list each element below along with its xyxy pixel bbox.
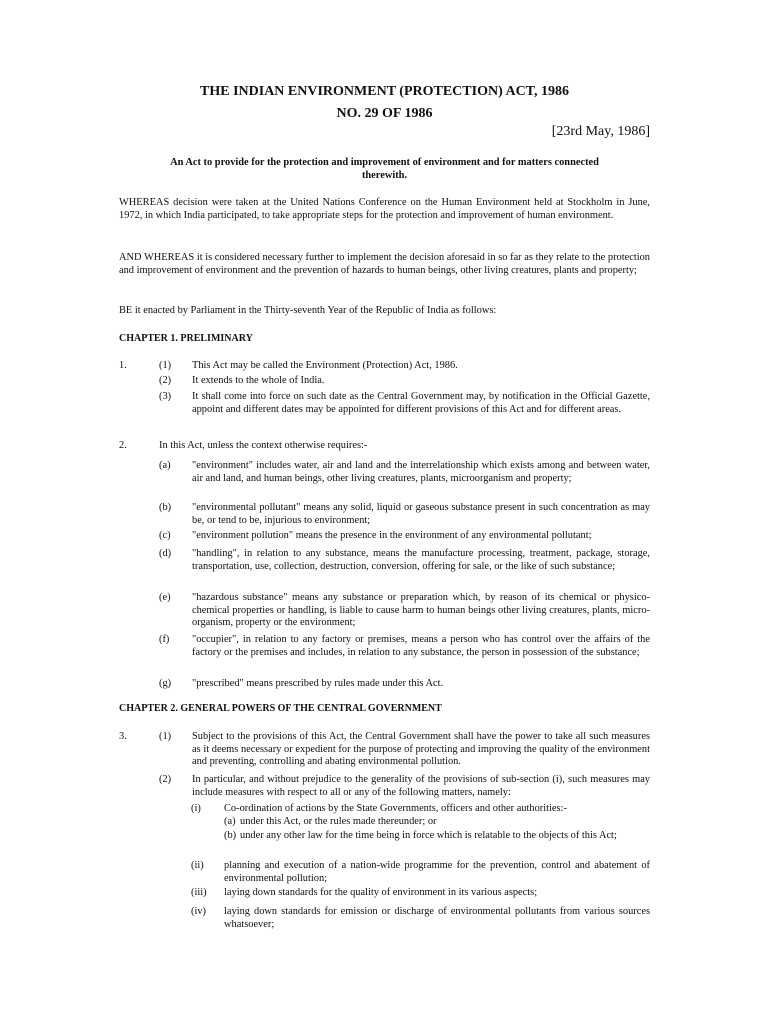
sub-clause-text: under any other law for the time being in force which is relatable to the objects of this Act; bbox=[240, 830, 617, 841]
definition-label: (a) bbox=[159, 460, 171, 471]
definition-text: "environment" includes water, air and land and the interrelationship which exists among and between water, air and land, and human beings, other living creatures, plants, microorganism and property; bbox=[192, 460, 650, 484]
section-intro-text: In this Act, unless the context otherwise requires:- bbox=[159, 440, 368, 451]
clause-label: (iv) bbox=[191, 906, 207, 917]
definition-text: "hazardous substance" means any substance or preparation which, by reason of its chemical or physico-chemical properties or handling, is liable to cause harm to human beings other living creatures, plants, micro-organism, property or the environment; bbox=[192, 592, 650, 629]
definition-text: "occupier", in relation to any factory or premises, means a person who has control over the affairs of the factory or the premises and includes, in relation to any substance, the person in possession of the substance; bbox=[192, 634, 650, 658]
definition-label: (e) bbox=[159, 592, 171, 603]
definition-text: "environment pollution" means the presence in the environment of any environmental pollutant; bbox=[192, 530, 592, 541]
subsection-label: (2) bbox=[159, 774, 172, 785]
section-number: 3. bbox=[119, 731, 127, 742]
clause-text: laying down standards for the quality of environment in its various aspects; bbox=[224, 887, 538, 898]
subsection-text: It shall come into force on such date as the Central Government may, by notification in the Official Gazette, appoint and different dates may be appointed for different provisions of this Act and for different areas. bbox=[192, 391, 650, 415]
whereas-paragraph-1: WHEREAS decision were taken at the United Nations Conference on the Human Environment held at Stockholm in June, 1972, in which India participated, to take appropriate steps for the protection and improvement of human environment. bbox=[119, 197, 650, 221]
section-number: 2. bbox=[119, 440, 127, 451]
definition-label: (c) bbox=[159, 530, 171, 541]
definition-label: (d) bbox=[159, 548, 172, 559]
subsection-text: In particular, and without prejudice to the generality of the provisions of sub-section (i), such measures may include measures with respect to all or any of the following matters, namely: bbox=[192, 774, 650, 798]
section-number: 1. bbox=[119, 360, 127, 371]
long-title: An Act to provide for the protection and improvement of environment and for matters connected therewith. bbox=[170, 157, 599, 181]
subsection-label: (1) bbox=[159, 731, 172, 742]
subsection-label: (1) bbox=[159, 360, 172, 371]
definition-label: (f) bbox=[159, 634, 170, 645]
subsection-text: This Act may be called the Environment (Protection) Act, 1986. bbox=[192, 360, 458, 371]
definition-text: "environmental pollutant" means any solid, liquid or gaseous substance present in such concentration as may be, or tend to be, injurious to environment; bbox=[192, 502, 650, 526]
act-date: [23rd May, 1986] bbox=[551, 124, 650, 139]
definition-label: (b) bbox=[159, 502, 172, 513]
subsection-text: Subject to the provisions of this Act, the Central Government shall have the power to take all such measures as it deems necessary or expedient for the purpose of protecting and improving the quality of the environment and preventing, controlling and abating environmental pollution. bbox=[192, 731, 650, 768]
subsection-label: (3) bbox=[159, 391, 172, 402]
clause-text: planning and execution of a nation-wide programme for the prevention, control and abatement of environmental pollution; bbox=[224, 860, 650, 884]
clause-label: (iii) bbox=[191, 887, 207, 898]
subsection-text: It extends to the whole of India. bbox=[192, 375, 325, 386]
clause-label: (ii) bbox=[191, 860, 204, 871]
definition-text: "prescribed" means prescribed by rules made under this Act. bbox=[192, 678, 444, 689]
clause-label: (i) bbox=[191, 803, 201, 814]
sub-clause-text: under this Act, or the rules made thereunder; or bbox=[240, 816, 437, 827]
whereas-paragraph-2: AND WHEREAS it is considered necessary further to implement the decision aforesaid in so far as they relate to the protection and improvement of environment and the prevention of hazards to human beings, other living creatures, plants and property; bbox=[119, 252, 650, 276]
act-number: NO. 29 OF 1986 bbox=[336, 106, 433, 121]
sub-clause-label: (b) bbox=[224, 830, 237, 841]
enactment-clause: BE it enacted by Parliament in the Thirty-seventh Year of the Republic of India as follows: bbox=[119, 305, 497, 316]
subsection-label: (2) bbox=[159, 375, 172, 386]
clause-text: Co-ordination of actions by the State Governments, officers and other authorities:- bbox=[224, 803, 567, 814]
definition-label: (g) bbox=[159, 678, 172, 689]
definition-text: "handling", in relation to any substance, means the manufacture processing, treatment, package, storage, transportation, use, collection, destruction, conversion, offering for sale, or the like of such substance; bbox=[192, 548, 650, 572]
chapter-1-heading: CHAPTER 1. PRELIMINARY bbox=[119, 333, 253, 344]
chapter-2-heading: CHAPTER 2. GENERAL POWERS OF THE CENTRAL GOVERNMENT bbox=[119, 703, 442, 714]
clause-text: laying down standards for emission or discharge of environmental pollutants from various sources whatsoever; bbox=[224, 906, 650, 930]
act-title: THE INDIAN ENVIRONMENT (PROTECTION) ACT, 1986 bbox=[200, 84, 569, 99]
sub-clause-label: (a) bbox=[224, 816, 236, 827]
